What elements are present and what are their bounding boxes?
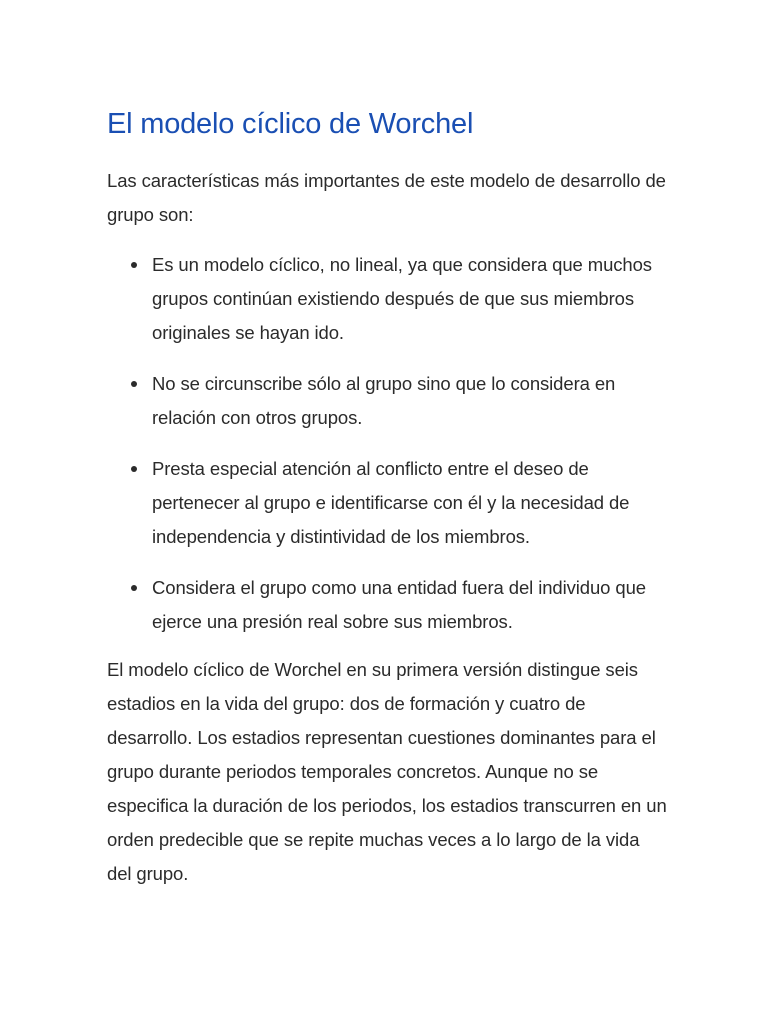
- section-title: El modelo cíclico de Worchel: [107, 108, 474, 140]
- list-item-text: No se circunscribe sólo al grupo sino que lo considera en relación con otros grupos.: [152, 373, 616, 428]
- bullet-icon: [131, 381, 137, 387]
- intro-paragraph: Las características más importantes de este modelo de desarrollo de grupo son:: [107, 170, 666, 225]
- characteristics-list: [107, 248, 668, 639]
- body-paragraph: El modelo cíclico de Worchel en su primera versión distingue seis estadios en la vida del grupo: dos de formación y cuatro de desarrollo. Los estadios representan cuestiones dominantes para el grupo durante periodos temporales concretos. Aunque no se especifica la duración de los periodos, los estadios transcurren en un orden predecible que se repite muchas veces a lo largo de la vida del grupo.: [107, 659, 667, 884]
- list-item: [107, 367, 668, 435]
- list-item: [107, 248, 668, 350]
- list-item: [107, 452, 668, 554]
- list-item-text: Presta especial atención al conflicto entre el deseo de pertenecer al grupo e identificarse con él y la necesidad de independencia y distintividad de los miembros.: [152, 458, 630, 547]
- list-item-text: Considera el grupo como una entidad fuera del individuo que ejerce una presión real sobre sus miembros.: [152, 577, 646, 632]
- list-item: [107, 571, 668, 639]
- bullet-icon: [131, 466, 137, 472]
- list-item-text: Es un modelo cíclico, no lineal, ya que considera que muchos grupos continúan existiendo después de que sus miembros originales se hayan ido.: [152, 254, 652, 343]
- bullet-icon: [131, 585, 137, 591]
- bullet-icon: [131, 262, 137, 268]
